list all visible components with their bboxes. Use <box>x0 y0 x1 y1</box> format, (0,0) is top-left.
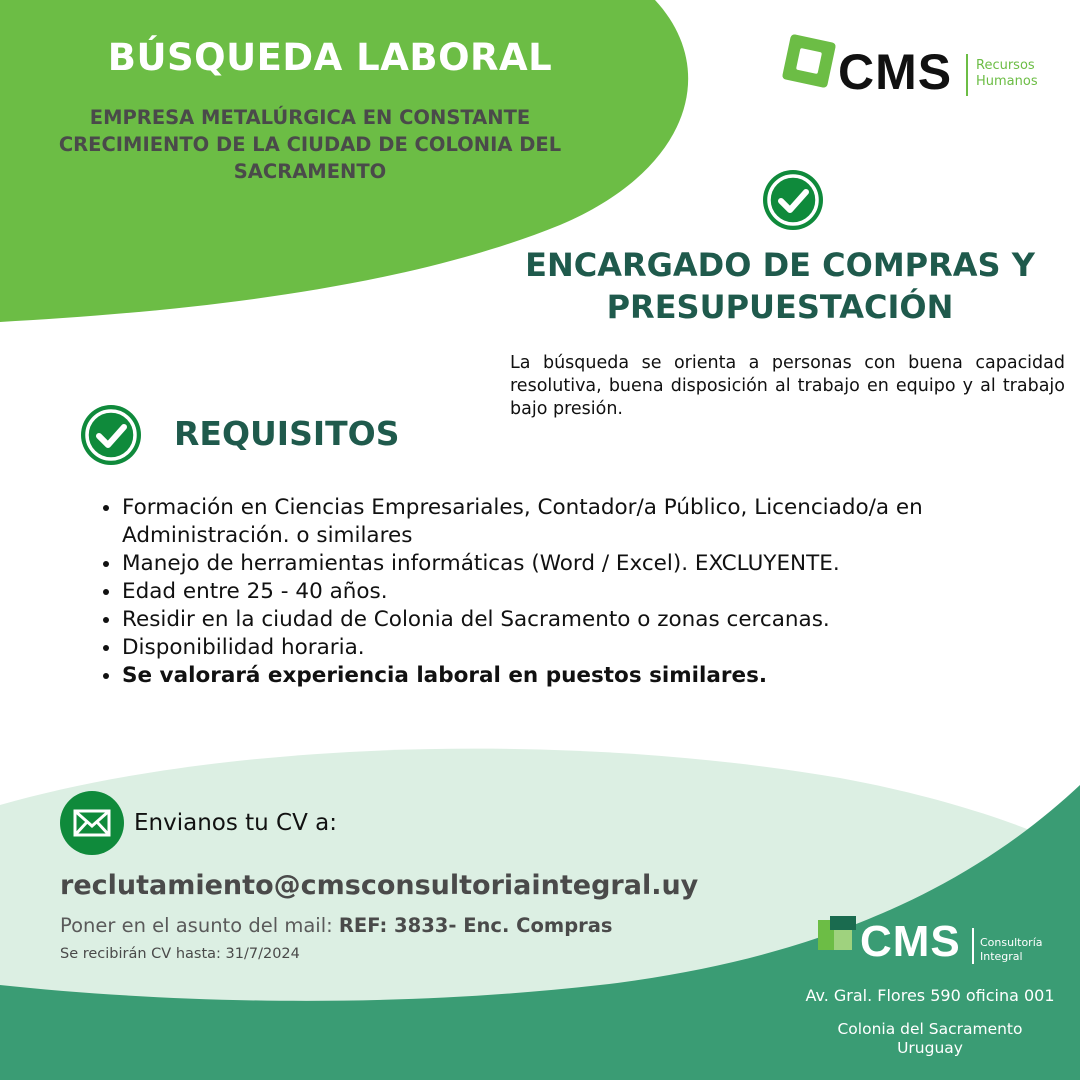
requirements-list <box>98 494 1022 690</box>
cms-recursos-humanos-logo <box>786 38 1056 102</box>
address-country-line: Uruguay <box>897 1039 963 1057</box>
envelope-icon <box>60 791 124 855</box>
cms-square-icon <box>782 34 837 89</box>
contact-email[interactable]: reclutamiento@cmsconsultoriaintegral.uy <box>60 870 699 901</box>
position-description: La búsqueda se orienta a personas con buena capacidad resolutiva, buena disposición al trabajo en equipo y al trabajo bajo presión. <box>510 353 1065 419</box>
requirements-title: REQUISITOS <box>174 414 400 453</box>
logo-tagline-line2: Humanos <box>976 74 1038 89</box>
list-item: • Residir en la ciudad de Colonia del Sacramento o zonas cercanas. <box>122 606 1022 634</box>
list-item: • Formación en Ciencias Empresariales, Contador/a Público, Licenciado/a en Administración. o similares <box>122 494 1022 550</box>
email-subject-instruction <box>60 914 613 937</box>
company-description: EMPRESA METALÚRGICA EN CONSTANTE CRECIMIENTO DE LA CIUDAD DE COLONIA DEL SACRAMENTO <box>58 106 562 183</box>
list-item: • Disponibilidad horaria. <box>122 634 1022 662</box>
logo-divider <box>966 54 968 96</box>
list-item: • Se valorará experiencia laboral en puestos similares. <box>122 662 1022 690</box>
list-item: • Edad entre 25 - 40 años. <box>122 578 1022 606</box>
logo-name: CMS <box>838 44 953 100</box>
page-title: BÚSQUEDA LABORAL <box>107 36 553 79</box>
position-title: ENCARGADO DE COMPRAS Y PRESUPUESTACIÓN <box>525 246 1035 326</box>
logo-tagline <box>976 58 1038 90</box>
logo-divider <box>972 928 974 964</box>
address-city-line: Colonia del Sacramento <box>837 1020 1023 1038</box>
logo-tagline-line2: Integral <box>980 950 1023 963</box>
check-circle-icon <box>81 405 141 465</box>
send-cv-label: Envianos tu CV a: <box>134 810 338 836</box>
cms-consultoria-integral-logo <box>818 914 1068 970</box>
logo-tagline-line1: Recursos <box>976 58 1035 73</box>
logo-tagline <box>980 936 1043 964</box>
subject-ref: REF: 3833- Enc. Compras <box>338 914 613 937</box>
cv-deadline: Se recibirán CV hasta: 31/7/2024 <box>60 946 300 962</box>
subject-label: Poner en el asunto del mail: <box>60 914 339 937</box>
address-city <box>790 1020 1070 1058</box>
logo-tagline-line1: Consultoría <box>980 936 1043 949</box>
address-street: Av. Gral. Flores 590 oficina 001 <box>805 986 1055 1005</box>
check-circle-icon <box>763 170 823 230</box>
list-item: • Manejo de herramientas informáticas (Word / Excel). EXCLUYENTE. <box>122 550 1022 578</box>
logo-name: CMS <box>860 917 961 966</box>
